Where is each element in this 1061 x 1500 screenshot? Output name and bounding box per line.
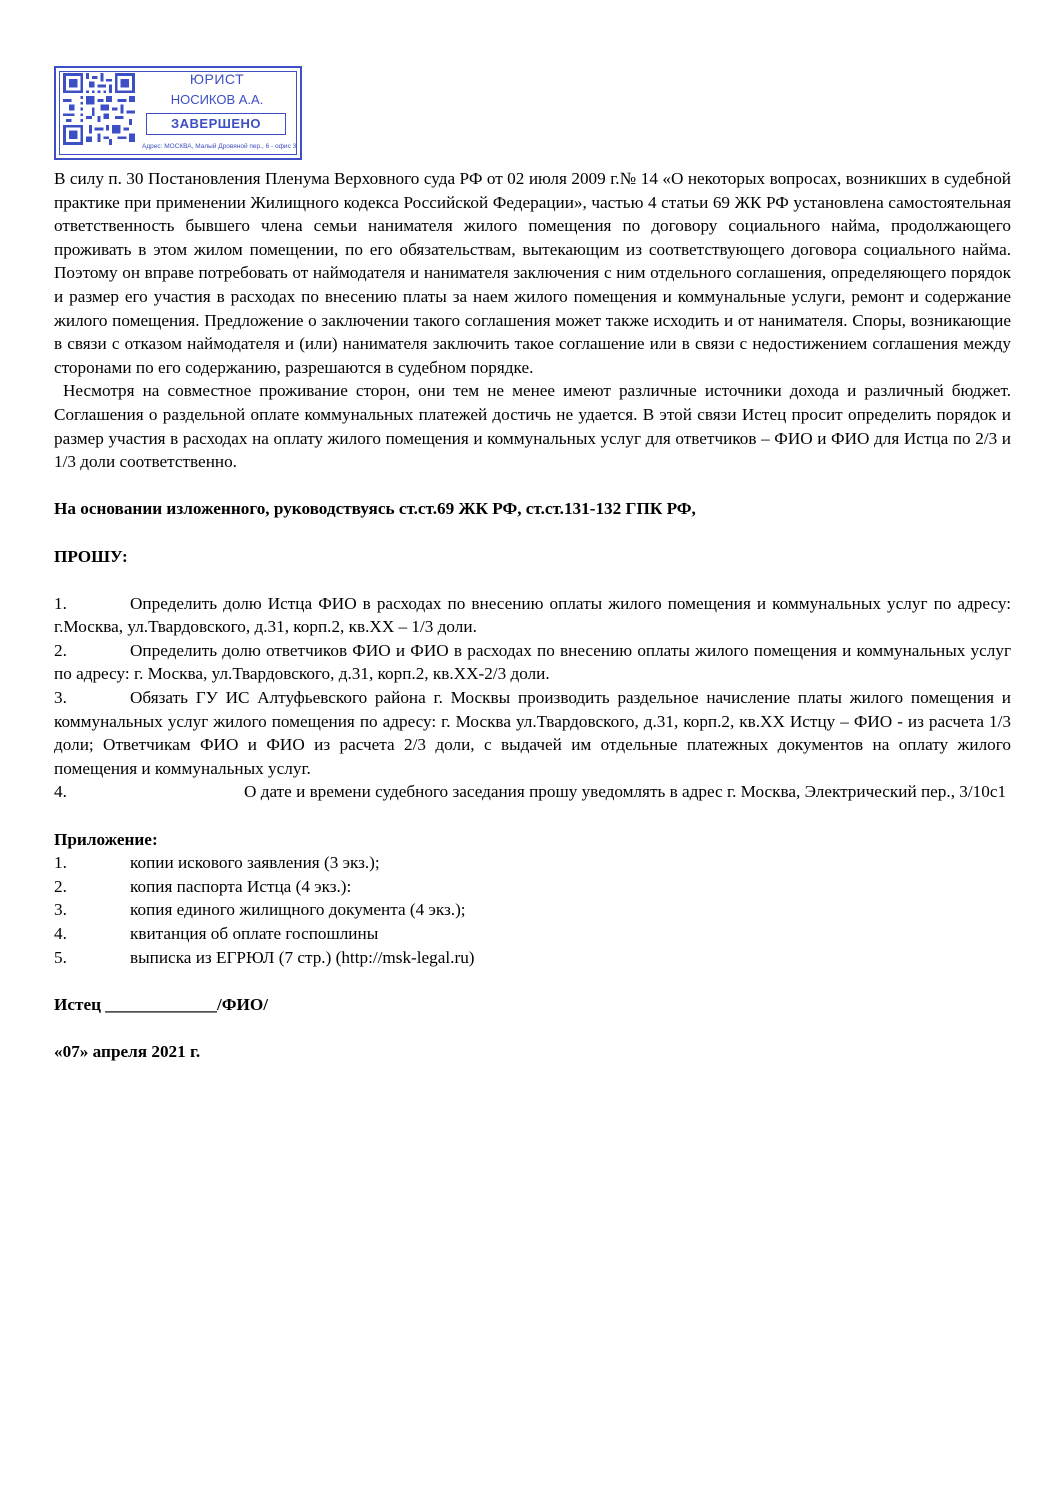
document-body — [54, 167, 1011, 1064]
attachments-heading: Приложение: — [54, 829, 158, 849]
stamp-lawyer-name: НОСИКОВ А.А. — [170, 92, 264, 107]
paragraph-legal-basis: В силу п. 30 Постановления Пленума Верховного суда РФ от 02 июля 2009 г.№ 14 «О некоторых вопросах, возникших в судебной практике при применении Жилищного кодекса Российской Федерации», частью 4 статьи 69 ЖК РФ установлена самостоятельная ответственность бывшего члена семьи нанимателя жилого помещения по договору социального найма, продолжающего проживать в этом жилом помещении, по его обязательствам, вытекающим из соответствующего договора социального найма. Поэтому он вправе потребовать от наймодателя и нанимателя заключения с ним отдельного соглашения, определяющего порядок и размер его участия в расходах по внесению платы за наем жилого помещения и коммунальные услуги, ремонт и содержание жилого помещения. Предложение о заключении такого соглашения может также исходить и от нанимателя. Споры, возникающие в связи с отказом наймодателя и (или) нанимателя заключить такое соглашение или в связи с недостижением соглашения между сторонами по его содержанию, разрешаются в судебном порядке. — [54, 169, 1011, 377]
attachment-item — [54, 898, 1011, 922]
request-item — [54, 780, 1011, 804]
request-item-text: Обязать ГУ ИС Алтуфьевского района г. Москвы производить раздельное начисление платы жилого помещения и коммунальных услуг жилого помещения по адресу: г. Москва ул.Твардовского, д.31, корп.2, кв.XX Истцу – ФИО - из расчета 1/3 доли; Ответчикам ФИО и ФИО из расчета 2/3 доли, с выдачей им отдельные платежных документов на оплату жилого помещения и коммунальных услуг. — [54, 688, 1011, 778]
attachment-number: 5. — [54, 947, 67, 967]
attachment-text: копия паспорта Истца (4 экз.): — [130, 876, 352, 896]
attachment-number: 3. — [54, 900, 67, 920]
request-item-number: 1. — [54, 593, 67, 613]
attachment-number: 1. — [54, 853, 67, 873]
attachment-item — [54, 875, 1011, 899]
request-item-text: Определить долю Истца ФИО в расходах по внесению оплаты жилого помещения и коммунальных услуг по адресу: г.Москва, ул.Твардовского, д.31, корп.2, кв.XX – 1/3 доли. — [54, 593, 1011, 637]
request-item-number: 3. — [54, 688, 67, 708]
lawyer-stamp — [54, 66, 302, 160]
qr-code-icon — [63, 73, 135, 145]
attachment-number: 2. — [54, 876, 67, 896]
request-item-text: О дате и времени судебного заседания прошу уведомлять в адрес г. Москва, Электрический пер., 3/10с1 — [244, 782, 1007, 802]
signature-line: Истец _____________/ФИО/ — [54, 994, 269, 1014]
request-item — [54, 686, 1011, 780]
stamp-address: Адрес: МОСКВА, Малый Дровяной пер., 6 - офис 3 — [142, 143, 297, 150]
attachment-text: выписка из ЕГРЮЛ (7 стр.) (http://msk-legal.ru) — [130, 947, 475, 967]
request-item-number: 2. — [54, 640, 67, 660]
request-heading: ПРОШУ: — [54, 546, 128, 566]
attachment-item — [54, 851, 1011, 875]
request-item — [54, 639, 1011, 686]
stamp-title: ЮРИСТ — [189, 71, 245, 87]
basis-statement: На основании изложенного, руководствуясь ст.ст.69 ЖК РФ, ст.ст.131-132 ГПК РФ, — [54, 499, 696, 519]
attachment-text: квитанция об оплате госпошлины — [130, 924, 379, 943]
attachment-text: копии искового заявления (3 экз.); — [130, 853, 380, 873]
document-date: «07» апреля 2021 г. — [54, 1041, 201, 1061]
attachment-number: 4. — [54, 924, 67, 943]
attachment-text: копия единого жилищного документа (4 экз.); — [130, 900, 466, 920]
request-item-text: Определить долю ответчиков ФИО и ФИО в расходах по внесению оплаты жилого помещения и коммунальных услуг по адресу: г. Москва, ул.Твардовского, д.31, корп.2, кв.XX-2/3 доли. — [54, 640, 1011, 684]
attachment-item — [54, 922, 1011, 946]
attachment-item — [54, 946, 1011, 970]
stamp-status-badge: ЗАВЕРШЕНО — [146, 113, 286, 135]
request-item-number: 4. — [54, 782, 67, 802]
request-item — [54, 592, 1011, 639]
paragraph-circumstances: Несмотря на совместное проживание сторон, они тем не менее имеют различные источники дохода и различный бюджет. Соглашения о раздельной оплате коммунальных платежей достичь не удается. В этой связи Истец просит определить порядок и размер участия в расходах на оплату жилого помещения и коммунальных услуг для ответчиков – ФИО и ФИО для Истца по 2/3 и 1/3 доли соответственно. — [54, 381, 1011, 472]
